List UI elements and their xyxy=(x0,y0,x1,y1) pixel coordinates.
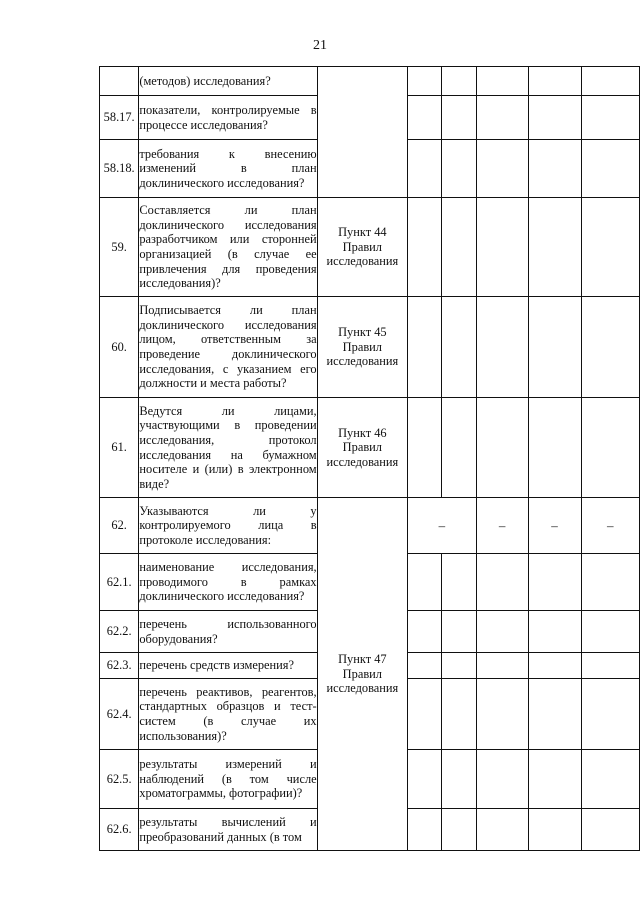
answer-no-cell xyxy=(442,96,476,140)
note-cell xyxy=(581,653,640,679)
question-text: перечень реактивов, реагентов, стандартных образцов и тест-систем (в случае их использования)? xyxy=(139,679,317,750)
answer-na-cell xyxy=(476,67,528,96)
dash-mark: – xyxy=(476,498,528,554)
answer-yes-cell xyxy=(408,297,442,398)
answer-na-cell xyxy=(476,140,528,198)
answer-yes-cell xyxy=(408,679,442,750)
note-cell xyxy=(581,611,640,653)
answer-no-cell xyxy=(442,611,476,653)
question-text: результаты вычислений и преобразований данных (в том xyxy=(139,809,317,851)
answer-na-cell xyxy=(476,198,528,297)
question-text: Подписывается ли план доклинического исследования лицом, ответственным за проведение доклинического исследования, с указанием его должности и места работы? xyxy=(139,297,317,398)
answer-no-cell xyxy=(442,809,476,851)
answer-yes-cell xyxy=(408,67,442,96)
note-cell xyxy=(581,198,640,297)
note-cell xyxy=(581,140,640,198)
answer-na-cell xyxy=(476,554,528,611)
answer-na-cell xyxy=(476,653,528,679)
answer-no-cell xyxy=(442,198,476,297)
answer-yes-cell xyxy=(408,140,442,198)
answer-no-cell xyxy=(442,750,476,809)
answer-cell xyxy=(528,653,581,679)
answer-no-cell xyxy=(442,297,476,398)
row-number: 62.2. xyxy=(100,611,139,653)
dash-mark: – xyxy=(581,498,640,554)
answer-yes-cell xyxy=(408,96,442,140)
answer-yes-cell xyxy=(408,398,442,498)
answer-yes-cell xyxy=(408,809,442,851)
row-number: 62.1. xyxy=(100,554,139,611)
question-text: (методов) исследования? xyxy=(139,67,317,96)
question-text: перечень средств измерения? xyxy=(139,653,317,679)
answer-no-cell xyxy=(442,653,476,679)
legal-basis: Пункт 47 Правил исследования xyxy=(317,498,407,851)
answer-cell xyxy=(528,67,581,96)
legal-basis-cell xyxy=(317,67,407,198)
table-row xyxy=(100,67,640,96)
answer-yes-cell xyxy=(408,611,442,653)
answer-cell xyxy=(528,554,581,611)
answer-no-cell xyxy=(442,679,476,750)
answer-cell xyxy=(528,679,581,750)
answer-na-cell xyxy=(476,611,528,653)
question-text: Ведутся ли лицами, участвующими в проведении исследования, протокол исследования на бумажном носителе и (или) в электронном виде? xyxy=(139,398,317,498)
row-number: 62.5. xyxy=(100,750,139,809)
answer-na-cell xyxy=(476,297,528,398)
answer-cell xyxy=(528,611,581,653)
row-number: 62.3. xyxy=(100,653,139,679)
answer-cell xyxy=(528,297,581,398)
answer-na-cell xyxy=(476,96,528,140)
answer-na-cell xyxy=(476,398,528,498)
note-cell xyxy=(581,398,640,498)
answer-cell xyxy=(528,140,581,198)
page-number: 21 xyxy=(313,38,327,53)
note-cell xyxy=(581,554,640,611)
note-cell xyxy=(581,809,640,851)
answer-cell xyxy=(528,809,581,851)
answer-cell xyxy=(528,750,581,809)
note-cell xyxy=(581,96,640,140)
answer-no-cell xyxy=(442,140,476,198)
answer-cell xyxy=(528,96,581,140)
question-text: Указываются ли у контролируемого лица в протоколе исследования: xyxy=(139,498,317,554)
answer-yes-cell xyxy=(408,750,442,809)
answer-na-cell xyxy=(476,679,528,750)
row-number: 58.18. xyxy=(100,140,139,198)
answer-yes-cell xyxy=(408,198,442,297)
row-number xyxy=(100,67,139,96)
dash-mark: – xyxy=(408,498,477,554)
legal-basis: Пункт 46 Правил исследования xyxy=(317,398,407,498)
question-text: перечень использованного оборудования? xyxy=(139,611,317,653)
table-row xyxy=(100,498,640,554)
question-text: наименование исследования, проводимого в рамках доклинического исследования? xyxy=(139,554,317,611)
answer-yes-cell xyxy=(408,653,442,679)
row-number: 62.6. xyxy=(100,809,139,851)
legal-basis: Пункт 44 Правил исследования xyxy=(317,198,407,297)
answer-cell xyxy=(528,198,581,297)
note-cell xyxy=(581,67,640,96)
answer-no-cell xyxy=(442,398,476,498)
answer-no-cell xyxy=(442,67,476,96)
table-row xyxy=(100,398,640,498)
answer-cell xyxy=(528,398,581,498)
row-number: 62. xyxy=(100,498,139,554)
question-text: результаты измерений и наблюдений (в том числе хроматограммы, фотографии)? xyxy=(139,750,317,809)
question-text: требования к внесению изменений в план доклинического исследования? xyxy=(139,140,317,198)
question-text: показатели, контролируемые в процессе исследования? xyxy=(139,96,317,140)
checklist-table xyxy=(99,66,640,851)
row-number: 60. xyxy=(100,297,139,398)
note-cell xyxy=(581,297,640,398)
row-number: 58.17. xyxy=(100,96,139,140)
note-cell xyxy=(581,750,640,809)
row-number: 59. xyxy=(100,198,139,297)
answer-no-cell xyxy=(442,554,476,611)
dash-mark: – xyxy=(528,498,581,554)
row-number: 61. xyxy=(100,398,139,498)
answer-yes-cell xyxy=(408,554,442,611)
question-text: Составляется ли план доклинического исследования разработчиком или сторонней организацией (в случае ее привлечения для проведения исследования)? xyxy=(139,198,317,297)
legal-basis: Пункт 45 Правил исследования xyxy=(317,297,407,398)
answer-na-cell xyxy=(476,750,528,809)
answer-na-cell xyxy=(476,809,528,851)
table-row xyxy=(100,198,640,297)
row-number: 62.4. xyxy=(100,679,139,750)
note-cell xyxy=(581,679,640,750)
table-row xyxy=(100,297,640,398)
